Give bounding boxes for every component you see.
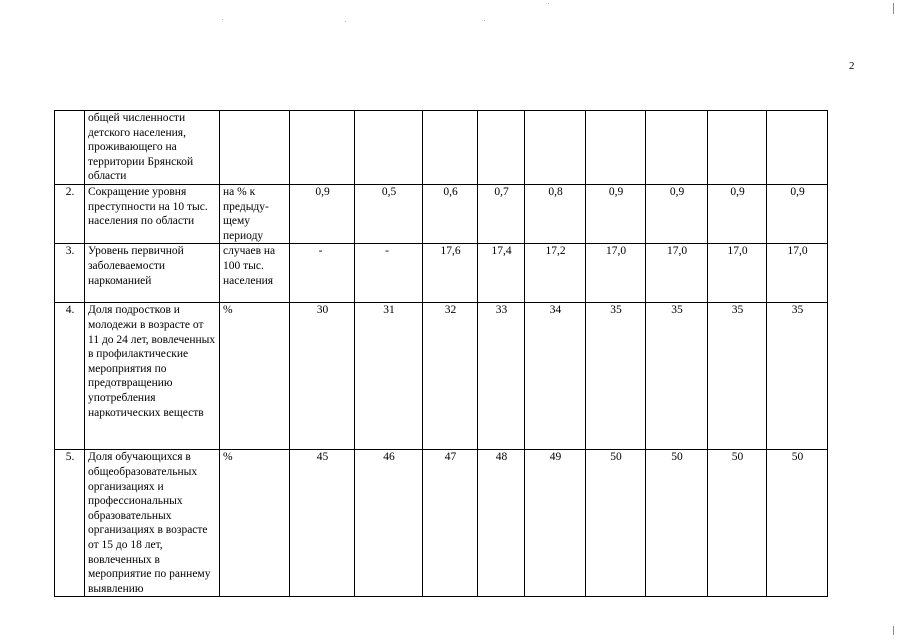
- table-row: [55, 303, 828, 450]
- unit-cell: на % к предыду-щему периоду: [220, 185, 290, 244]
- value-cell: 17,2: [525, 244, 586, 303]
- value-cell: 50: [646, 450, 708, 597]
- indicator-name: Сокращение уровня преступности на 10 тыс. населения по области: [85, 185, 220, 244]
- value-cell: 46: [355, 450, 423, 597]
- value-cell: 35: [646, 303, 708, 450]
- value-cell: 0,9: [290, 185, 355, 244]
- table-row: [55, 111, 828, 185]
- unit-cell: случаев на 100 тыс. населения: [220, 244, 290, 303]
- value-cell: 0,9: [708, 185, 767, 244]
- value-cell: 0,9: [767, 185, 828, 244]
- scan-speck: [222, 19, 223, 20]
- table-row: [55, 185, 828, 244]
- value-cell: -: [355, 244, 423, 303]
- unit-cell: [220, 111, 290, 185]
- row-number: 3.: [55, 244, 85, 303]
- value-cell: 17,4: [478, 244, 525, 303]
- value-cell: 17,0: [586, 244, 646, 303]
- scan-speck: [548, 3, 549, 4]
- value-cell: [525, 111, 586, 185]
- value-cell: 34: [525, 303, 586, 450]
- indicators-table: [54, 110, 828, 597]
- value-cell: 17,0: [708, 244, 767, 303]
- value-cell: 47: [423, 450, 478, 597]
- value-cell: 35: [586, 303, 646, 450]
- row-number: [55, 111, 85, 185]
- value-cell: [423, 111, 478, 185]
- value-cell: [708, 111, 767, 185]
- value-cell: 35: [708, 303, 767, 450]
- table-row: [55, 450, 828, 597]
- value-cell: 0,5: [355, 185, 423, 244]
- value-cell: 48: [478, 450, 525, 597]
- indicator-name: Доля подростков и молодежи в возрасте от 11 до 24 лет, вовлеченных в профилактические мероприятия по предотвращению употребления наркотических веществ: [85, 303, 220, 450]
- scan-speck: [345, 21, 346, 22]
- unit-cell: %: [220, 303, 290, 450]
- value-cell: [478, 111, 525, 185]
- value-cell: 50: [767, 450, 828, 597]
- value-cell: [767, 111, 828, 185]
- value-cell: 32: [423, 303, 478, 450]
- value-cell: 17,6: [423, 244, 478, 303]
- value-cell: 50: [708, 450, 767, 597]
- row-number: 2.: [55, 185, 85, 244]
- scan-artifact-top: [893, 3, 894, 14]
- row-number: 5.: [55, 450, 85, 597]
- value-cell: [355, 111, 423, 185]
- scan-artifact-bottom: [893, 626, 894, 635]
- value-cell: 45: [290, 450, 355, 597]
- table-row: [55, 244, 828, 303]
- page-number: 2: [849, 60, 855, 72]
- value-cell: 0,6: [423, 185, 478, 244]
- value-cell: -: [290, 244, 355, 303]
- indicator-name: Уровень первичной заболеваемости наркоманией: [85, 244, 220, 303]
- value-cell: 17,0: [646, 244, 708, 303]
- value-cell: [586, 111, 646, 185]
- value-cell: 50: [586, 450, 646, 597]
- value-cell: 0,7: [478, 185, 525, 244]
- value-cell: 0,9: [586, 185, 646, 244]
- indicator-name: Доля обучающихся в общеобразовательных организациях и профессиональных образовательных организациях в возрасте от 15 до 18 лет, вовлеченных в мероприятие по раннему выявлению: [85, 450, 220, 597]
- indicator-name: общей численности детского населения, проживающего на территории Брянской области: [85, 111, 220, 185]
- value-cell: 0,8: [525, 185, 586, 244]
- value-cell: 49: [525, 450, 586, 597]
- row-number: 4.: [55, 303, 85, 450]
- value-cell: 31: [355, 303, 423, 450]
- value-cell: 30: [290, 303, 355, 450]
- value-cell: [290, 111, 355, 185]
- scan-speck: [484, 20, 485, 21]
- value-cell: 33: [478, 303, 525, 450]
- value-cell: 0,9: [646, 185, 708, 244]
- value-cell: [646, 111, 708, 185]
- value-cell: 35: [767, 303, 828, 450]
- unit-cell: %: [220, 450, 290, 597]
- value-cell: 17,0: [767, 244, 828, 303]
